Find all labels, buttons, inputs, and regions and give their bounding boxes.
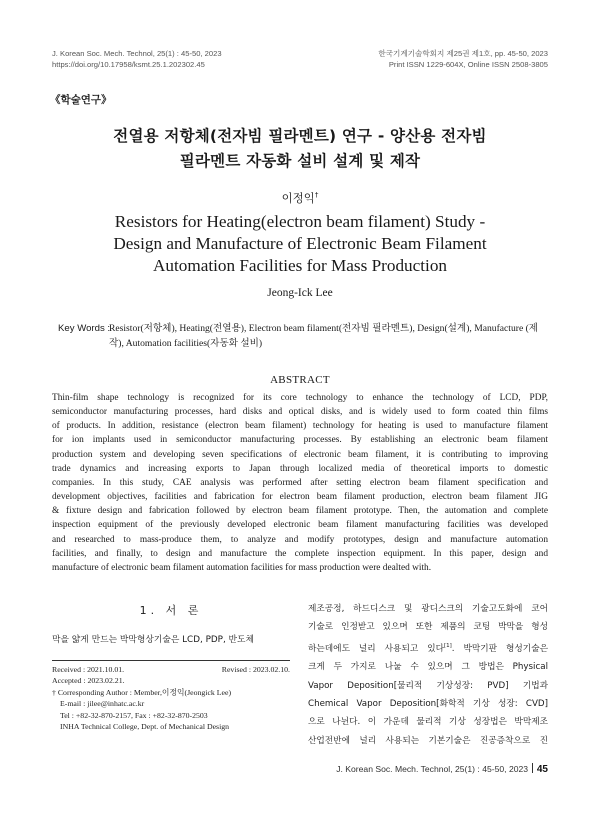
- body-line: 산업전반에 널리 사용되는 기본기술은 진공증착으로 진: [308, 735, 548, 746]
- journal-header-right: [378, 48, 548, 70]
- abstract-heading: ABSTRACT: [270, 374, 330, 386]
- korean-title-line-1: 전열용 저항체(전자빔 필라멘트) 연구 - 양산용 전자빔: [113, 127, 487, 145]
- body-line: [308, 637, 548, 658]
- journal-header-left: [52, 48, 222, 70]
- english-title-line-3: Automation Facilities for Mass Production: [152, 256, 448, 275]
- accepted-date: Accepted : 2023.02.21.: [52, 676, 125, 686]
- korean-author: [0, 190, 600, 206]
- left-column-text: 막을 얇게 만드는 박막형상기술은 LCD, PDP, 반도체: [52, 635, 255, 645]
- abstract-line: production system and developing seven specifications of electronic beam filament, it is contributing to improving: [52, 449, 548, 460]
- keywords-block: [58, 322, 548, 351]
- issn-info: Print ISSN 1229-604X, Online ISSN 2508-3805: [388, 60, 548, 69]
- abstract-line: inspection equipment of the previously developed electronic beam filament manufacturing facilities was developed: [52, 520, 548, 531]
- abstract-line: manufacture of electronic beam filament automation facilities for mass production were dealted with.: [52, 562, 432, 573]
- page-number: 45: [536, 764, 548, 775]
- english-title: [0, 211, 600, 277]
- author-affiliation: INHA Technical College, Dept. of Mechanical Design: [60, 722, 230, 732]
- section-1-heading: 1. 서 론: [139, 604, 203, 617]
- author-phone-fax: Tel : +82-32-870-2157, Fax : +82-32-870-2503: [60, 710, 208, 720]
- body-line: 기술로 인정받고 있으며 또한 제품의 코팅 박막을 형성: [308, 622, 548, 633]
- body-line: 크게 두 가지로 나눌 수 있으며 그 방법은 Physical: [308, 662, 548, 673]
- journal-citation: J. Korean Soc. Mech. Technol, 25(1) : 45-50, 2023: [52, 49, 222, 58]
- body-line: Chemical Vapor Deposition[화학적 기상 성장: CVD]: [308, 698, 548, 709]
- abstract-body: [52, 391, 548, 575]
- abstract-line: of products. In addition, resistance (electron beam filament) technology for heating is used to manufacture filament: [52, 421, 548, 432]
- keywords-label: Key Words :: [58, 323, 111, 334]
- section-tag: 《학술연구》: [50, 94, 112, 106]
- body-line-text: 하는데에도 널리 사용되고 있다: [308, 643, 444, 654]
- reference-mark[interactable]: [1]: [443, 642, 452, 649]
- korean-author-name: 이정익: [281, 191, 315, 205]
- abstract-line: for ion implants used in semiconductor manufacturing processes. By establishing an electronic beam filament: [52, 435, 548, 446]
- abstract-line: trade dynamics and increasing exports to Japan through localized media of theoretical imports to domestic: [52, 463, 548, 474]
- body-line-tail: . 박막기판 형성기술은: [451, 643, 548, 654]
- abstract-line: Thin-film shape technology is recognized for its core technology to enhance the technology of LCD, PDP,: [52, 393, 548, 403]
- body-line: Vapor Deposition[물리적 기상성장: PVD] 기법과: [308, 680, 548, 691]
- footer-divider: [532, 763, 533, 773]
- keywords-text: Resistor(저항체), Heating(전열용), Electron beam filament(전자빔 필라멘트), Design(설계), Manufacture (제작), Automation facilities(자동화 설비): [109, 323, 539, 349]
- footnote-block: [52, 664, 290, 732]
- received-date: Received : 2021.10.01.: [52, 665, 125, 674]
- korean-title: [0, 124, 600, 174]
- english-author: Jeong-Ick Lee: [267, 287, 333, 299]
- author-email[interactable]: E-mail : jilee@inhatc.ac.kr: [60, 699, 145, 709]
- abstract-line: & fixture design and fabrication followed by electron beam filament prototype. Then, the automation and complete: [52, 506, 548, 517]
- footnote-divider: [52, 660, 290, 661]
- abstract-line: semiconductor manufacturing processes, hard disks and optical disks, and is widely used to form coated thin films: [52, 407, 548, 418]
- footer-citation: J. Korean Soc. Mech. Technol, 25(1) : 45-50, 2023: [336, 764, 529, 774]
- body-line: 제조공정, 하드디스크 및 광디스크의 기술고도화에 코어: [308, 604, 548, 614]
- corresponding-author-mark: †: [314, 191, 319, 200]
- abstract-line: development objectives, facilities and fabrication for electron beam filament production, electron beam filament JIG: [52, 492, 548, 503]
- abstract-line: and researched to mass-produce them, to analyze and modify prototypes, design and manufacture automation: [52, 534, 548, 545]
- english-title-line-1: Resistors for Heating(electron beam filament) Study -: [114, 212, 486, 231]
- abstract-line: companies. In this study, CAE analysis was performed after setting electron beam filament specification and: [52, 477, 548, 488]
- page-footer: [336, 763, 548, 775]
- revised-date: Revised : 2023.02.10.: [221, 665, 290, 674]
- corresponding-author: † Corresponding Author : Member,이정익(Jeongick Lee): [52, 687, 232, 697]
- journal-korean-citation: 한국기계기술학회지 제25권 제1호, pp. 45-50, 2023: [378, 49, 548, 58]
- english-title-line-2: Design and Manufacture of Electronic Beam Filament: [113, 234, 487, 253]
- body-line: 으로 나뉜다. 이 가운데 물리적 기상 성장법은 박막제조: [308, 717, 548, 728]
- korean-title-line-2: 필라멘트 자동화 설비 설계 및 제작: [179, 152, 421, 170]
- right-column-text: [308, 600, 548, 750]
- abstract-line: facilities, and finally, to design and manufacture the complete inspection equipment. In this paper, design and: [52, 548, 548, 559]
- doi-link[interactable]: https://doi.org/10.17958/ksmt.25.1.202302.45: [52, 60, 205, 69]
